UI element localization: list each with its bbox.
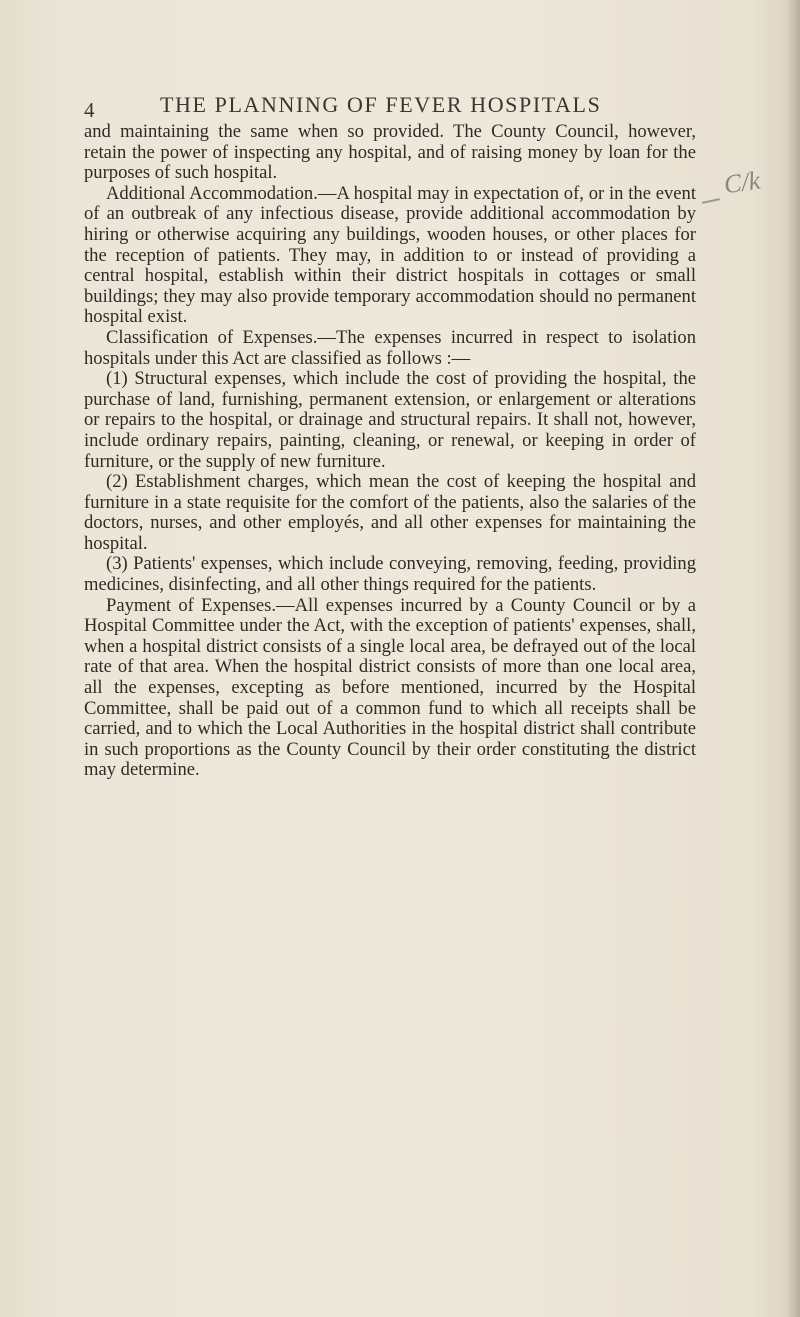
page-title: THE PLANNING OF FEVER HOSPITALS (160, 92, 602, 117)
margin-pencil-mark (702, 198, 720, 204)
paragraph-additional-accommodation: Additional Accommodation.—A hospital may in expectation of, or in the event of an outbreak of any infectious disease, provide additional accommodation by hiring or otherwise acquiring any buildings, wooden houses, or other places for the reception of patients. They may, in addition to or instead of providing a central hospital, establish within their district hospitals in cottages or small buildings; they may also provide temporary accommodation should no permanent hospital exist. (84, 182, 696, 328)
paragraph-classification-of-expenses: Classification of Expenses.—The expenses incurred in respect to isolation hospitals under this Act are classified as follows :— (84, 326, 696, 369)
paragraph-structural-expenses: (1) Structural expenses, which include the cost of providing the hospital, the purchase of land, furnishing, permanent extension, or enlargement or alterations or repairs to the hospital, or drainage and structural repairs. It shall not, however, include ordinary repairs, painting, cleaning, or renewal, or keeping in order of furniture, or the supply of new furniture. (84, 368, 696, 472)
paragraph-establishment-charges: (2) Establishment charges, which mean the cost of keeping the hospital and furniture in a state requisite for the comfort of the patients, also the salaries of the doctors, nurses, and other employés, and all other expenses for maintaining the hospital. (84, 471, 696, 554)
page-binding-edge (786, 0, 800, 1317)
paragraph-continuation: and maintaining the same when so provided. The County Council, however, retain the power of inspecting any hospital, and of raising money by loan for the purposes of such hospital. (84, 121, 696, 184)
paragraph-payment-of-expenses: Payment of Expenses.—All expenses incurred by a County Council or by a Hospital Committee under the Act, with the exception of patients' expenses, shall, when a hospital district consists of a single local area, be defrayed out of the local rate of that area. When the hospital district consists of more than one local area, all the expenses, excepting as before mentioned, incurred by the Hospital Committee, shall be paid out of a common fund to which all receipts shall be carried, and to which the Local Authorities in the hospital district shall contribute in such proportions as the County Council by their order constituting the district may determine. (84, 594, 696, 781)
page-number: 4 (84, 98, 95, 122)
paragraph-patients-expenses: (3) Patients' expenses, which include conveying, removing, feeding, providing medicines, disinfecting, and all other things required for the patients. (84, 553, 696, 596)
handwritten-margin-note: C/k (722, 165, 762, 200)
body-text (84, 122, 696, 781)
